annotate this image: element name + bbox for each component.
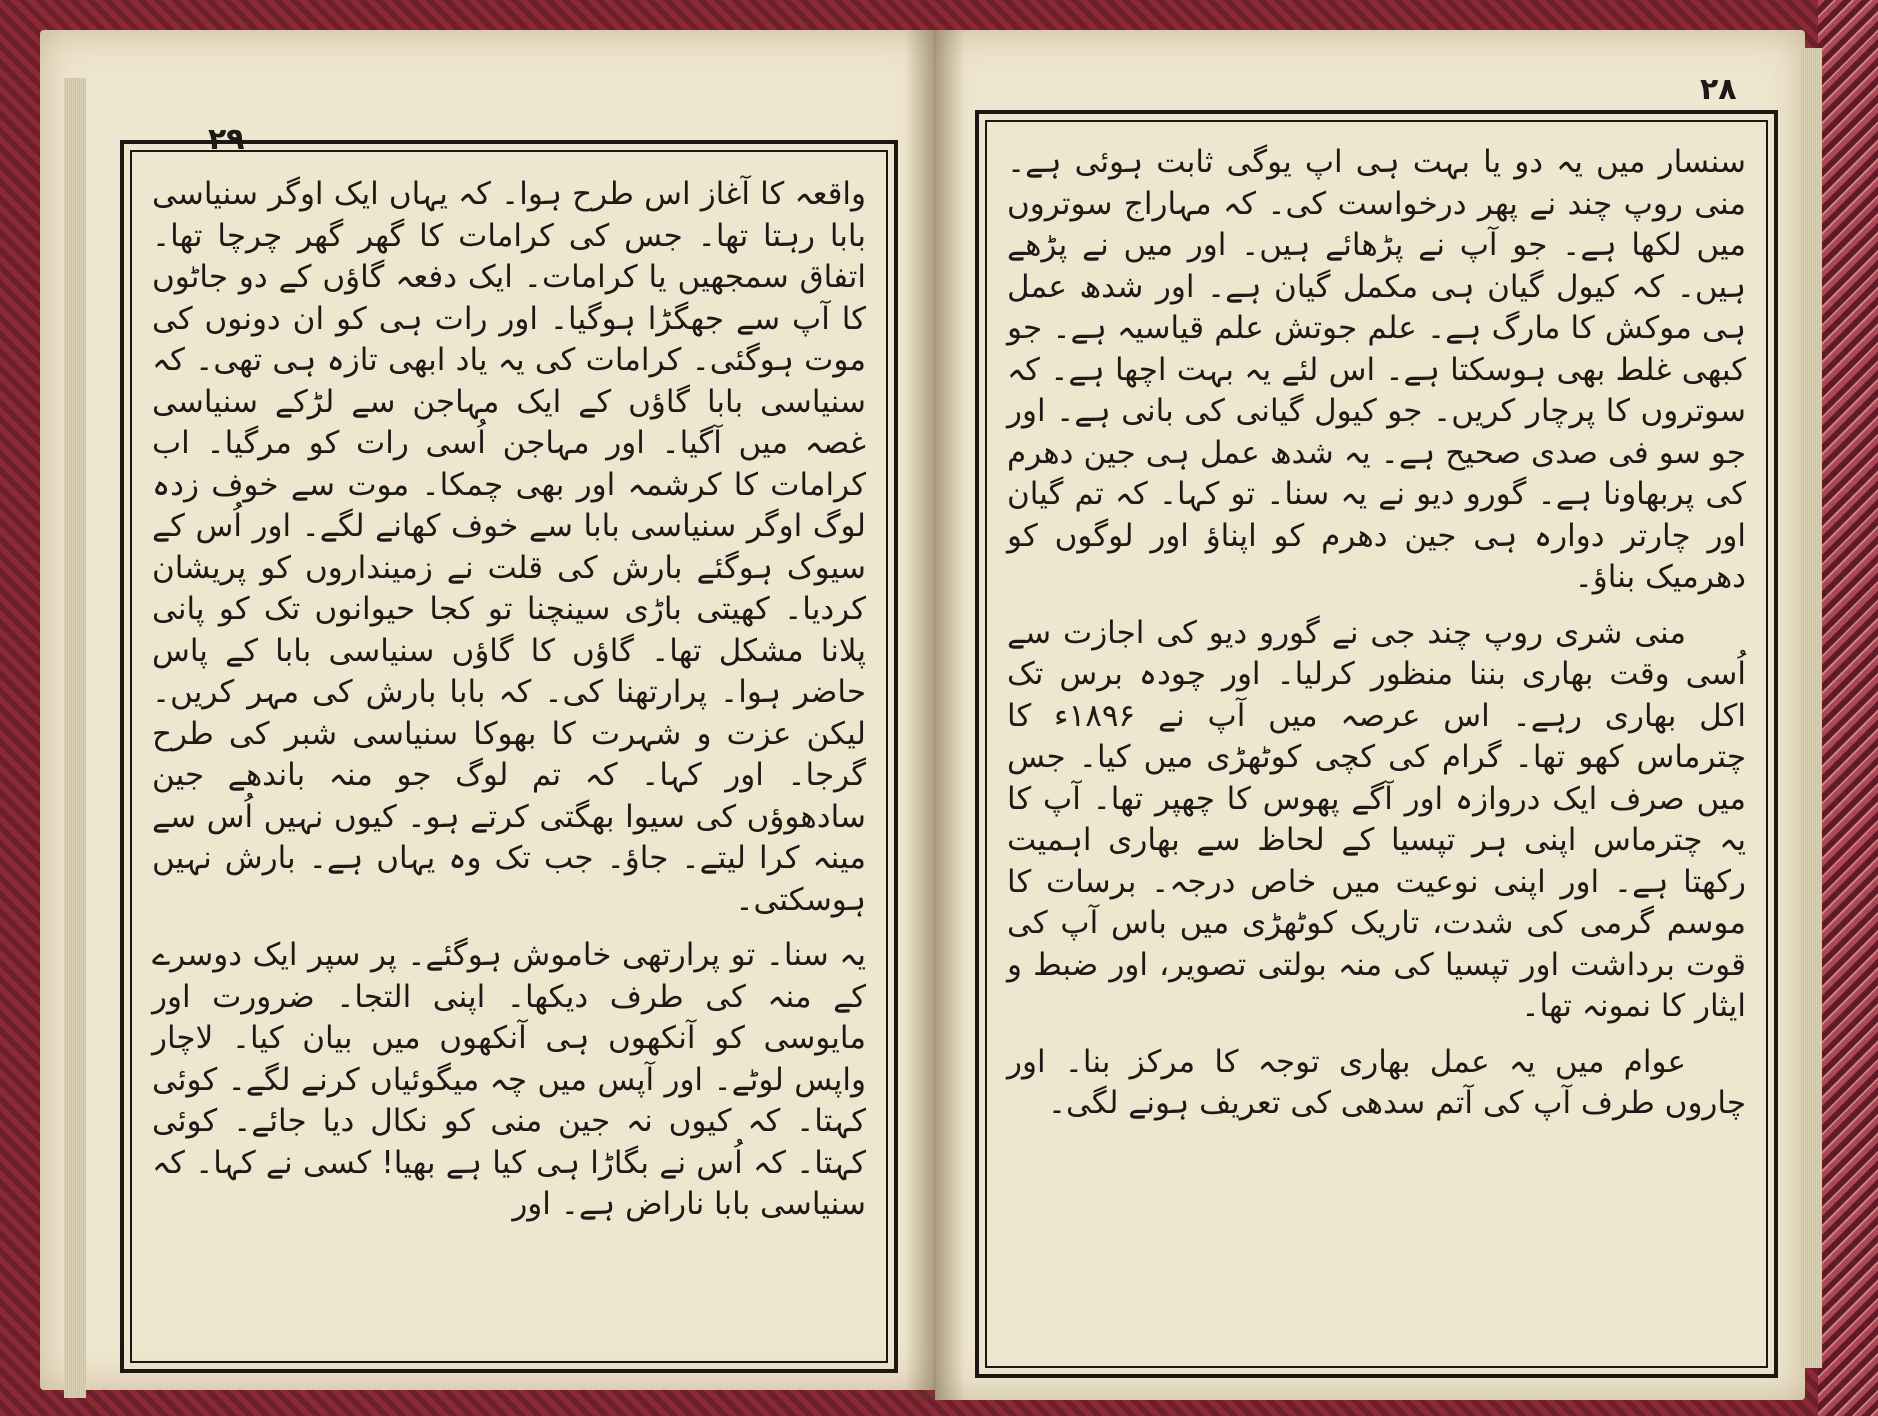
left-page-text bbox=[152, 174, 866, 1240]
right-paragraph: عوام میں یہ عمل بھاری توجہ کا مرکز بنا۔ اور چاروں طرف آپ کی آتم سدھی کی تعریف ہونے لگی۔ bbox=[1007, 1043, 1746, 1121]
left-paragraph: واقعہ کا آغاز اس طرح ہوا۔ کہ یہاں ایک اوگر سنیاسی بابا رہتا تھا۔ جس کی کرامات کا گھر گھر چرچا تھا۔ اتفاق سمجھیں یا کرامات۔ ایک دفعہ گاؤں کے دو جاٹوں کا آپ سے جھگڑا ہوگیا۔ اور رات ہی کو ان دونوں کی موت ہوگئی۔ کرامات کی یہ یاد ابھی تازہ ہی تھی۔ کہ سنیاسی بابا گاؤں کے ایک مہاجن سے لڑکے سنیاسی غصہ میں آگیا۔ اور مہاجن اُسی رات کو مرگیا۔ اب کرامات کا کرشمہ اور بھی چمکا۔ موت سے خوف زدہ لوگ اوگر سنیاسی بابا سے خوف کھانے لگے۔ اور اُس کے سیوک ہوگئے بارش کی قلت نے زمینداروں کو پریشان کردیا۔ کھیتی باڑی سینچنا تو کجا حیوانوں تک کو پانی پلانا مشکل تھا۔ گاؤں کا گاؤں سنیاسی بابا کے پاس حاضر ہوا۔ پرارتھنا کی۔ کہ بابا بارش کی مہر کریں۔ لیکن عزت و شہرت کا بھوکا سنیاسی شبر کی طرح گرجا۔ اور کہا۔ کہ تم لوگ جو منہ باندھے جین سادھوؤں کی سیوا بھگتی کرتے ہو۔ کیوں نہیں اُس سے مینہ کرا لیتے۔ جاؤ۔ جب تک وہ یہاں ہے۔ بارش نہیں ہوسکتی۔ bbox=[152, 176, 866, 918]
page-edge-left bbox=[64, 78, 86, 1398]
page-number-right: ۲۸ bbox=[1700, 72, 1737, 107]
left-paragraph: یہ سنا۔ تو پرارتھی خاموش ہوگئے۔ پر سپر ایک دوسرے کے منہ کی طرف دیکھا۔ اپنی التجا۔ ضرورت اور مایوسی کو آنکھوں ہی آنکھوں میں بیان کیا۔ لاچار واپس لوٹے۔ اور آپس میں چہ میگوئیاں کرنے لگے۔ کوئی کہتا۔ کہ کیوں نہ جین منی کو نکال دیا جائے۔ کوئی کہتا۔ کہ اُس نے بگاڑا ہی کیا ہے بھیا! کسی نے کہا۔ کہ سنیاسی بابا ناراض ہے۔ اور bbox=[152, 937, 866, 1222]
cover-fabric-edge bbox=[1818, 0, 1878, 1416]
page-number-left: ۲۹ bbox=[208, 122, 245, 157]
right-paragraph: سنسار میں یہ دو یا بہت ہی اپ یوگی ثابت ہوئی ہے۔ منی روپ چند نے پھر درخواست کی۔ کہ مہاراج سوتروں میں لکھا ہے۔ جو آپ نے پڑھائے ہیں۔ اور میں نے پڑھے ہیں۔ کہ کیول گیان ہی مکمل گیان ہے۔ اور شدھ عمل ہی موکش کا مارگ ہے۔ علم جوتش علم قیاسیہ ہے۔ جو کبھی غلط بھی ہوسکتا ہے۔ اس لئے یہ بہت اچھا ہے۔ کہ سوتروں کا پرچار کریں۔ جو کیول گیانی کی بانی ہے۔ اور جو سو فی صدی صحیح ہے۔ یہ شدھ عمل ہی جین دھرم کی پربھاونا ہے۔ گورو دیو نے یہ سنا۔ تو کہا۔ کہ تم گیان اور چارتر دوارہ ہی جین دھرم کو اپناؤ اور لوگوں کو دھرمیک بناؤ۔ bbox=[1007, 144, 1746, 595]
left-text-frame bbox=[120, 140, 898, 1373]
page-edge-right bbox=[1800, 48, 1822, 1368]
right-page-text bbox=[1007, 142, 1746, 1139]
right-text-frame bbox=[975, 110, 1778, 1378]
right-paragraph: منی شری روپ چند جی نے گورو دیو کی اجازت سے اُسی وقت بھاری بننا منظور کرلیا۔ اور چودہ برس تک اکل بھاری رہے۔ اس عرصہ میں آپ نے ۱۸۹۶ء کا چترماس کھو تھا۔ گرام کی کچی کوٹھڑی میں کیا۔ جس میں صرف ایک دروازہ اور آگے پھوس کا چھپر تھا۔ آپ کا یہ چترماس اپنی ہر تپسیا کے لحاظ سے بھاری اہمیت رکھتا ہے۔ اور اپنی نوعیت میں خاص درجہ۔ برسات کا موسم گرمی کی شدت، تاریک کوٹھڑی میں باس آپ کی قوت برداشت اور تپسیا کی منہ بولتی تصویر، اور ضبط و ایثار کا نمونہ تھا۔ bbox=[1007, 614, 1746, 1024]
